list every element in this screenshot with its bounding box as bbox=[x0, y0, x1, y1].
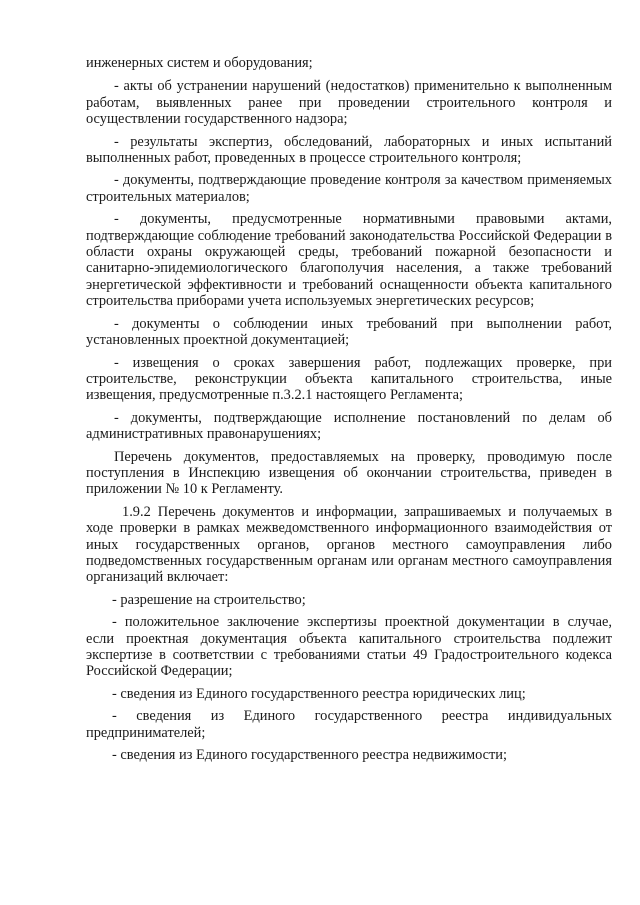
paragraph-documents-list: Перечень документов, предоставляемых на проверку, проводимую после поступления в Инспекцию извещения об окончании строительства, приведен в приложении № 10 к Регламенту. bbox=[86, 448, 612, 498]
document-body bbox=[86, 55, 612, 769]
list-item-egrn: - сведения из Единого государственного реестра недвижимости; bbox=[112, 747, 507, 764]
list-item-building-permit: - разрешение на строительство; bbox=[112, 591, 306, 608]
list-item-expertise-results: - результаты экспертиз, обследований, лабораторных и иных испытаний выполненных работ, проведенных в процессе строительного контроля; bbox=[86, 133, 612, 167]
list-item-egrip: - сведения из Единого государственного реестра индивидуальных предпринимателей; bbox=[86, 708, 612, 741]
paragraph-continuation: инженерных систем и оборудования; bbox=[86, 55, 313, 71]
list-item-project-requirements: - документы о соблюдении иных требований при выполнении работ, установленных проектной документацией; bbox=[86, 315, 612, 349]
list-item-regulatory-documents: - документы, предусмотренные нормативными правовыми актами, подтверждающие соблюдение требований законодательства Российской Федерации в области охраны окружающей среды, требований пожарной безопасности и санитарно-эпидемиологического благополучия населения, а также требований энергетической эффективности и требований оснащенности объекта капитального строительства приборами учета используемых энергетических ресурсов; bbox=[86, 211, 612, 310]
list-item-materials-control: - документы, подтверждающие проведение контроля за качеством применяемых строительных материалов; bbox=[86, 172, 612, 205]
list-item-notifications: - извещения о сроках завершения работ, подлежащих проверке, при строительстве, реконструкции объекта капитального строительства, иные извещения, предусмотренные п.3.2.1 настоящего Регламента; bbox=[86, 354, 612, 404]
list-item-egrul: - сведения из Единого государственного реестра юридических лиц; bbox=[112, 685, 526, 702]
list-item-violations-acts: - акты об устранении нарушений (недостатков) применительно к выполненным работам, выявленных ранее при проведении строительного контроля и осуществлении государственного надзора; bbox=[86, 78, 612, 128]
list-item-resolutions: - документы, подтверждающие исполнение постановлений по делам об административных правонарушениях; bbox=[86, 409, 612, 443]
section-1-9-2: 1.9.2 Перечень документов и информации, запрашиваемых и получаемых в ходе проверки в рамках межведомственного информационного взаимодействия от иных государственных органов, органов местного самоуправления либо подведомственных государственным органам или органам местного самоуправления организаций включает: bbox=[86, 503, 612, 586]
list-item-expertise-conclusion: - положительное заключение экспертизы проектной документации в случае, если проектная документация объекта капитального строительства подлежит экспертизе в соответствии с требованиями статьи 49 Градостроительного кодекса Российской Федерации; bbox=[86, 614, 612, 680]
